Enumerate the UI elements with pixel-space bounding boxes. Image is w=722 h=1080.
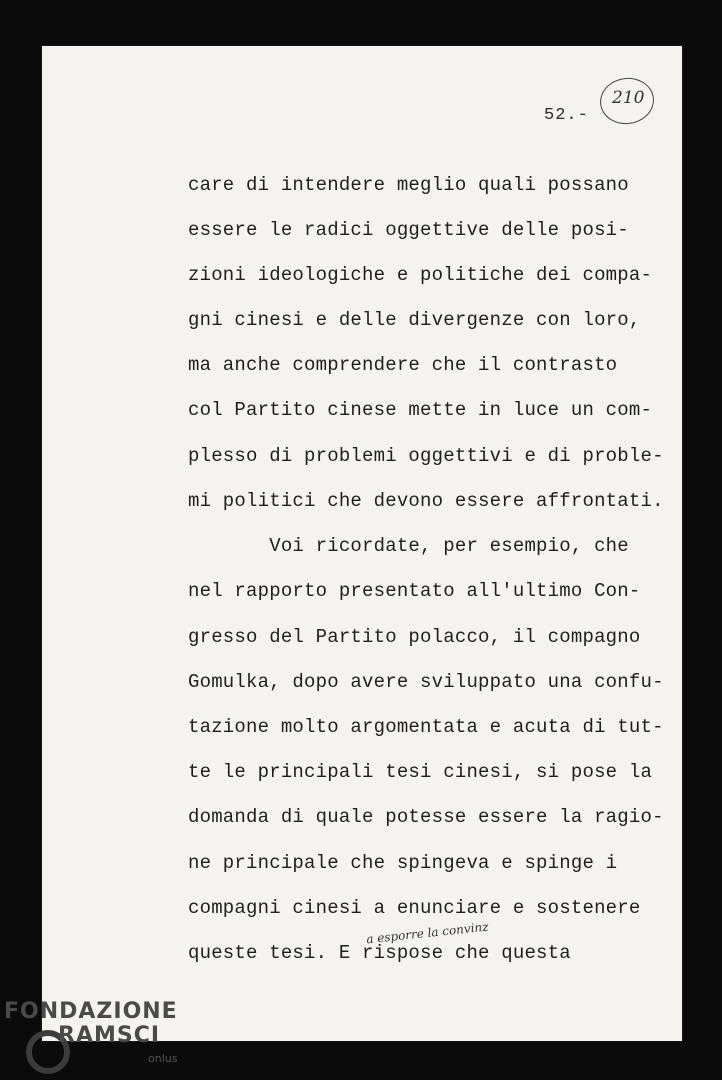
text-line: te le principali tesi cinesi, si pose la bbox=[188, 761, 653, 783]
logo-subtitle: onlus bbox=[148, 1052, 178, 1065]
text-line: Voi ricordate, per esempio, che bbox=[188, 535, 629, 557]
page-number: 52.- bbox=[544, 106, 589, 125]
fondazione-gramsci-logo bbox=[4, 1000, 178, 1048]
text-line: zioni ideologiche e politiche dei compa- bbox=[188, 264, 653, 286]
archive-number: 210 bbox=[612, 88, 645, 108]
text-line: Gomulka, dopo avere sviluppato una confu- bbox=[188, 671, 664, 693]
text-line: care di intendere meglio quali possano bbox=[188, 174, 629, 196]
text-line: ma anche comprendere che il contrasto bbox=[188, 354, 618, 376]
text-line: nel rapporto presentato all'ultimo Con- bbox=[188, 580, 641, 602]
logo-line-1: FONDAZIONE bbox=[4, 999, 178, 1024]
text-line: essere le radici oggettive delle posi- bbox=[188, 219, 629, 241]
text-line: gresso del Partito polacco, il compagno bbox=[188, 626, 641, 648]
text-line: domanda di quale potesse essere la ragio- bbox=[188, 806, 664, 828]
text-line: mi politici che devono essere affrontati. bbox=[188, 490, 664, 512]
text-line: gni cinesi e delle divergenze con loro, bbox=[188, 309, 641, 331]
text-line: ne principale che spingeva e spinge i bbox=[188, 852, 618, 874]
text-line: tazione molto argomentata e acuta di tut- bbox=[188, 716, 664, 738]
text-line: queste tesi. E rispose che questa bbox=[188, 942, 571, 964]
logo-line-2: RAMSCI bbox=[58, 1023, 161, 1048]
text-line: col Partito cinese mette in luce un com- bbox=[188, 399, 653, 421]
text-line: plesso di problemi oggettivi e di proble- bbox=[188, 445, 664, 467]
text-line: compagni cinesi a enunciare e sostenere bbox=[188, 897, 641, 919]
handwritten-annotation: a esporre la convinz bbox=[365, 919, 490, 947]
